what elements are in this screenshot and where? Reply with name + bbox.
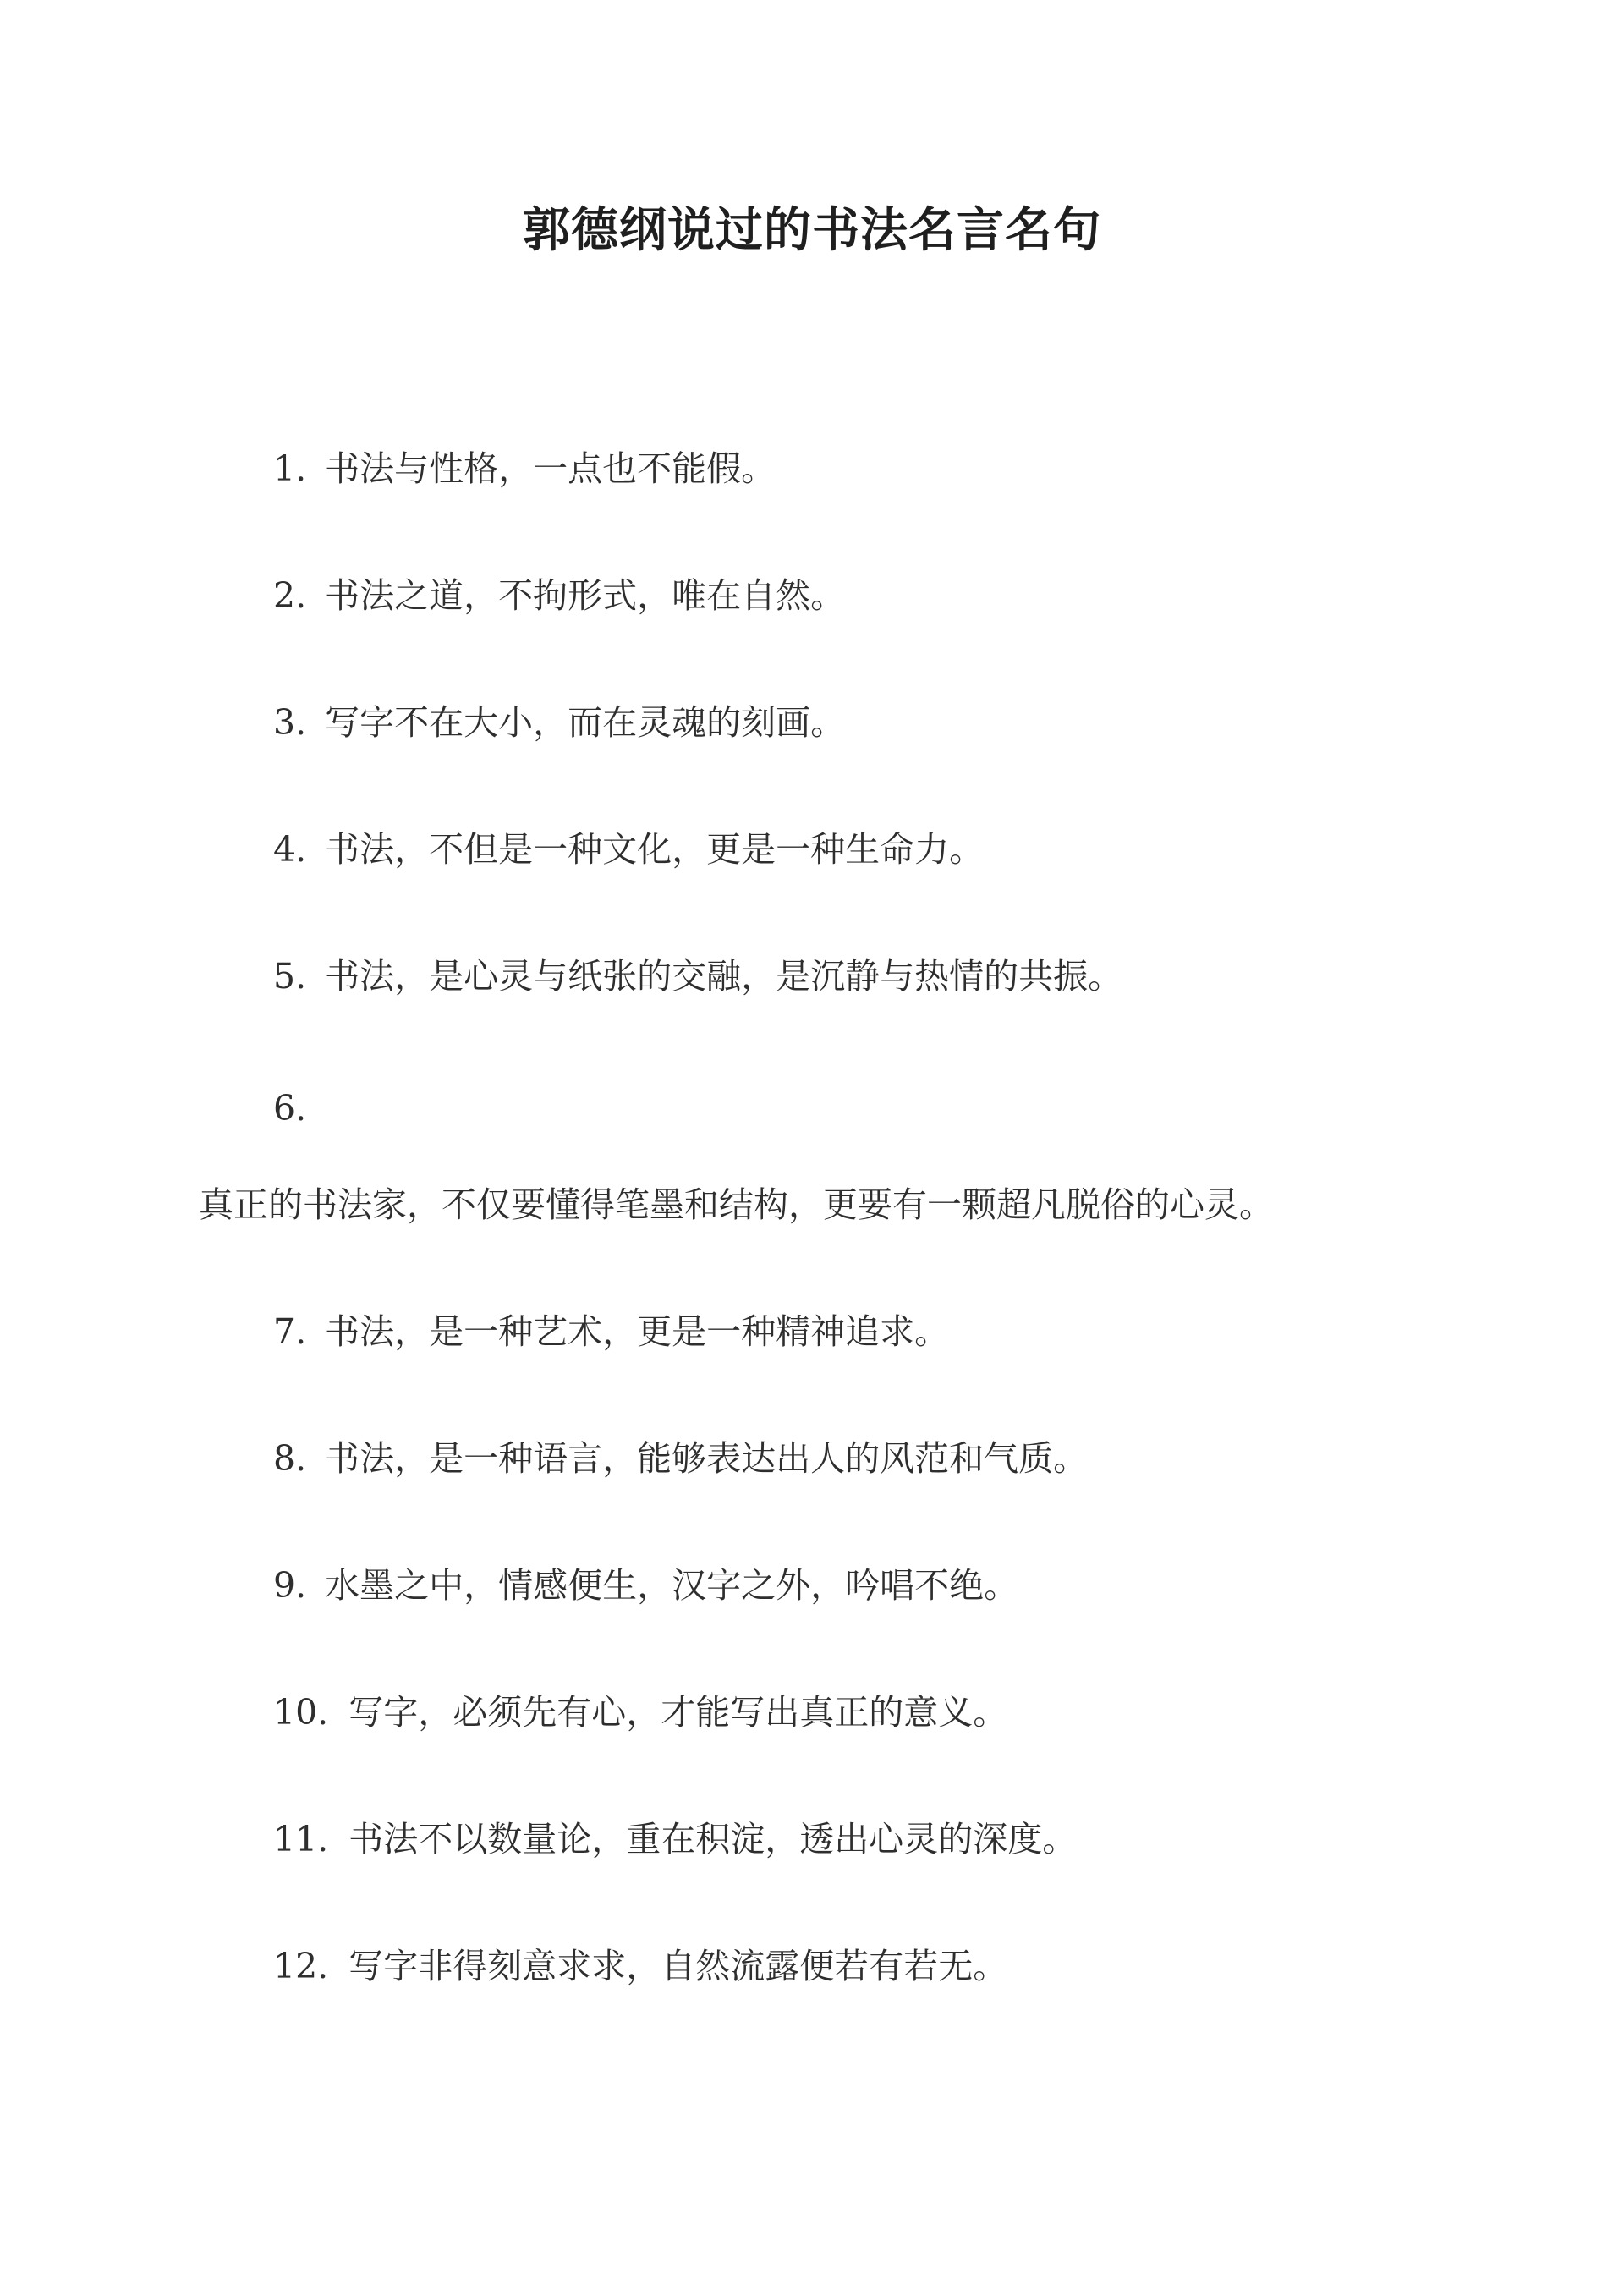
list-item-number-only xyxy=(273,1085,306,1132)
list-item-text: 书法，是一种语言，能够表达出人的风范和气质。 xyxy=(325,1438,1089,1479)
list-item xyxy=(273,1435,1088,1482)
list-item-text: 书法，不但是一种文化，更是一种生命力。 xyxy=(325,829,985,870)
list-item xyxy=(273,1942,1007,1990)
list-item-text: 书法不以数量论，重在积淀，透出心灵的深度。 xyxy=(348,1819,1078,1859)
list-item-text-wrapped: 真正的书法家，不仅要懂得笔墨和结构，更要有一颗超凡脱俗的心灵。 xyxy=(199,1184,1274,1225)
list-item xyxy=(273,1815,1077,1863)
list-item-text: 写字，必须先有心，才能写出真正的意义。 xyxy=(348,1692,1008,1733)
list-item xyxy=(273,699,845,746)
list-item-text: 写字不在大小，而在灵魂的刻画。 xyxy=(325,702,846,743)
list-item xyxy=(273,445,776,492)
list-item-number: 4. xyxy=(273,829,307,870)
list-item-text: 书法与性格，一点也不能假。 xyxy=(325,448,776,489)
list-item-text: 书法，是一种艺术，更是一种精神追求。 xyxy=(325,1311,950,1352)
list-item xyxy=(273,1308,949,1355)
list-item-number: 6. xyxy=(273,1088,307,1129)
list-item-text: 书法，是心灵与纸张的交融，是沉静与热情的共振。 xyxy=(325,956,1123,997)
list-item-number: 5. xyxy=(273,956,307,997)
list-item-text: 水墨之中，情感便生，汉字之外，吟唱不绝。 xyxy=(325,1565,1019,1606)
list-item-number: 8. xyxy=(273,1438,307,1479)
list-item xyxy=(273,826,984,873)
list-item-number: 11. xyxy=(273,1819,329,1859)
list-item xyxy=(273,953,1122,1000)
list-item-number: 1. xyxy=(273,448,307,489)
list-item-number: 12. xyxy=(273,1946,329,1986)
list-item-number: 7. xyxy=(273,1311,307,1352)
list-item-number: 10. xyxy=(273,1692,329,1733)
list-item xyxy=(273,572,845,619)
list-item-text: 写字非得刻意求求，自然流露便若有若无。 xyxy=(348,1946,1008,1986)
document-title: 郭德纲说过的书法名言名句 xyxy=(523,202,1101,258)
list-item-number: 9. xyxy=(273,1565,307,1606)
list-item-text: 书法之道，不拘形式，唯在自然。 xyxy=(325,575,846,616)
list-item-number: 3. xyxy=(273,702,307,743)
list-item xyxy=(273,1689,1007,1736)
list-item xyxy=(273,1562,1018,1609)
list-item-number: 2. xyxy=(273,575,307,616)
